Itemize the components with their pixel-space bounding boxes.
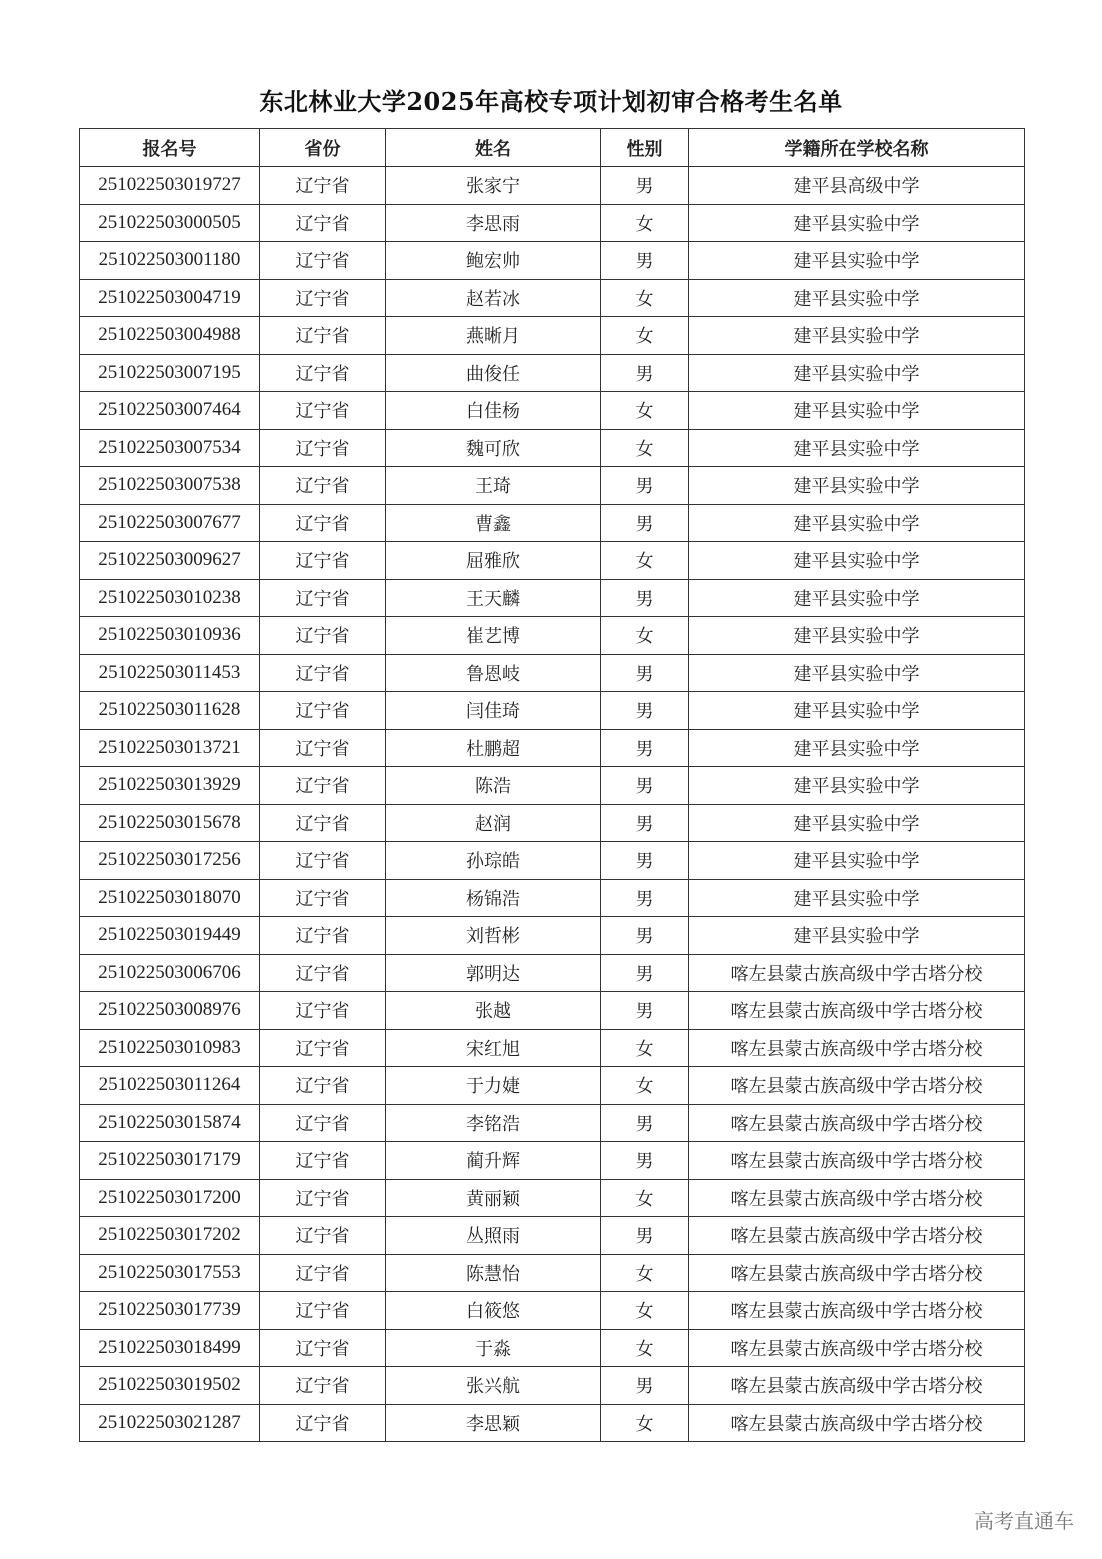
document-title: 东北林业大学2025年高校专项计划初审合格考生名单 bbox=[259, 87, 843, 116]
cell-registration-number: 251022503001180 bbox=[80, 242, 260, 280]
cell-gender: 女 bbox=[601, 429, 689, 467]
cell-gender: 男 bbox=[601, 992, 689, 1030]
cell-province: 辽宁省 bbox=[260, 729, 386, 767]
cell-registration-number: 251022503007538 bbox=[80, 467, 260, 505]
table-row bbox=[80, 842, 1025, 880]
cell-gender: 男 bbox=[601, 467, 689, 505]
cell-province: 辽宁省 bbox=[260, 917, 386, 955]
table-row bbox=[80, 767, 1025, 805]
column-header-school: 学籍所在学校名称 bbox=[689, 129, 1025, 167]
table-row bbox=[80, 654, 1025, 692]
cell-gender: 女 bbox=[601, 1179, 689, 1217]
cell-province: 辽宁省 bbox=[260, 879, 386, 917]
cell-school: 喀左县蒙古族高级中学古塔分校 bbox=[689, 1142, 1025, 1180]
cell-province: 辽宁省 bbox=[260, 242, 386, 280]
table-row bbox=[80, 1142, 1025, 1180]
table-row bbox=[80, 992, 1025, 1030]
cell-province: 辽宁省 bbox=[260, 504, 386, 542]
cell-name: 闫佳琦 bbox=[386, 692, 601, 730]
table-row bbox=[80, 1104, 1025, 1142]
cell-gender: 男 bbox=[601, 1142, 689, 1180]
cell-school: 建平县实验中学 bbox=[689, 729, 1025, 767]
cell-registration-number: 251022503010983 bbox=[80, 1029, 260, 1067]
cell-registration-number: 251022503018070 bbox=[80, 879, 260, 917]
cell-school: 建平县实验中学 bbox=[689, 317, 1025, 355]
cell-registration-number: 251022503021287 bbox=[80, 1404, 260, 1442]
cell-gender: 女 bbox=[601, 1404, 689, 1442]
cell-name: 崔艺博 bbox=[386, 617, 601, 655]
cell-gender: 女 bbox=[601, 317, 689, 355]
cell-registration-number: 251022503013929 bbox=[80, 767, 260, 805]
cell-province: 辽宁省 bbox=[260, 467, 386, 505]
cell-name: 李思颖 bbox=[386, 1404, 601, 1442]
column-header-province: 省份 bbox=[260, 129, 386, 167]
table-row bbox=[80, 242, 1025, 280]
cell-registration-number: 251022503017200 bbox=[80, 1179, 260, 1217]
cell-name: 赵润 bbox=[386, 804, 601, 842]
cell-registration-number: 251022503004719 bbox=[80, 279, 260, 317]
cell-registration-number: 251022503019502 bbox=[80, 1367, 260, 1405]
cell-registration-number: 251022503011453 bbox=[80, 654, 260, 692]
cell-name: 张家宁 bbox=[386, 167, 601, 205]
cell-name: 丛照雨 bbox=[386, 1217, 601, 1255]
cell-school: 建平县实验中学 bbox=[689, 579, 1025, 617]
cell-name: 白筱悠 bbox=[386, 1292, 601, 1330]
cell-registration-number: 251022503018499 bbox=[80, 1329, 260, 1367]
table-header-row bbox=[80, 129, 1025, 167]
cell-name: 燕晰月 bbox=[386, 317, 601, 355]
table-row bbox=[80, 692, 1025, 730]
cell-registration-number: 251022503004988 bbox=[80, 317, 260, 355]
cell-registration-number: 251022503007464 bbox=[80, 392, 260, 430]
cell-gender: 男 bbox=[601, 1367, 689, 1405]
cell-province: 辽宁省 bbox=[260, 654, 386, 692]
cell-province: 辽宁省 bbox=[260, 204, 386, 242]
cell-name: 黄丽颖 bbox=[386, 1179, 601, 1217]
cell-province: 辽宁省 bbox=[260, 317, 386, 355]
table-row bbox=[80, 1179, 1025, 1217]
table-row bbox=[80, 354, 1025, 392]
cell-registration-number: 251022503019727 bbox=[80, 167, 260, 205]
table-row bbox=[80, 279, 1025, 317]
cell-gender: 男 bbox=[601, 1104, 689, 1142]
cell-registration-number: 251022503007534 bbox=[80, 429, 260, 467]
cell-school: 喀左县蒙古族高级中学古塔分校 bbox=[689, 1329, 1025, 1367]
cell-province: 辽宁省 bbox=[260, 842, 386, 880]
column-header-name: 姓名 bbox=[386, 129, 601, 167]
cell-province: 辽宁省 bbox=[260, 992, 386, 1030]
cell-gender: 女 bbox=[601, 1067, 689, 1105]
cell-gender: 男 bbox=[601, 692, 689, 730]
table-row bbox=[80, 1329, 1025, 1367]
table-row bbox=[80, 729, 1025, 767]
cell-gender: 男 bbox=[601, 954, 689, 992]
cell-registration-number: 251022503017739 bbox=[80, 1292, 260, 1330]
cell-name: 陈慧怡 bbox=[386, 1254, 601, 1292]
cell-name: 魏可欣 bbox=[386, 429, 601, 467]
table-row bbox=[80, 1067, 1025, 1105]
cell-registration-number: 251022503006706 bbox=[80, 954, 260, 992]
table-row bbox=[80, 617, 1025, 655]
cell-name: 李铭浩 bbox=[386, 1104, 601, 1142]
cell-province: 辽宁省 bbox=[260, 579, 386, 617]
cell-province: 辽宁省 bbox=[260, 767, 386, 805]
cell-gender: 女 bbox=[601, 1292, 689, 1330]
cell-name: 于力婕 bbox=[386, 1067, 601, 1105]
cell-registration-number: 251022503019449 bbox=[80, 917, 260, 955]
cell-province: 辽宁省 bbox=[260, 279, 386, 317]
cell-name: 鲍宏帅 bbox=[386, 242, 601, 280]
cell-gender: 男 bbox=[601, 1217, 689, 1255]
cell-registration-number: 251022503017202 bbox=[80, 1217, 260, 1255]
cell-registration-number: 251022503008976 bbox=[80, 992, 260, 1030]
cell-province: 辽宁省 bbox=[260, 1217, 386, 1255]
cell-name: 曹鑫 bbox=[386, 504, 601, 542]
cell-gender: 女 bbox=[601, 542, 689, 580]
cell-school: 建平县实验中学 bbox=[689, 842, 1025, 880]
cell-gender: 男 bbox=[601, 917, 689, 955]
cell-school: 建平县实验中学 bbox=[689, 542, 1025, 580]
cell-gender: 女 bbox=[601, 279, 689, 317]
table-row bbox=[80, 879, 1025, 917]
cell-school: 建平县实验中学 bbox=[689, 204, 1025, 242]
cell-province: 辽宁省 bbox=[260, 392, 386, 430]
table-row bbox=[80, 317, 1025, 355]
table-row bbox=[80, 804, 1025, 842]
table-row bbox=[80, 392, 1025, 430]
cell-school: 建平县实验中学 bbox=[689, 429, 1025, 467]
cell-school: 建平县实验中学 bbox=[689, 242, 1025, 280]
cell-name: 孙琮皓 bbox=[386, 842, 601, 880]
table-row bbox=[80, 504, 1025, 542]
cell-name: 杜鹏超 bbox=[386, 729, 601, 767]
cell-province: 辽宁省 bbox=[260, 954, 386, 992]
column-header-registration-number: 报名号 bbox=[80, 129, 260, 167]
cell-name: 王琦 bbox=[386, 467, 601, 505]
column-header-gender: 性别 bbox=[601, 129, 689, 167]
cell-school: 喀左县蒙古族高级中学古塔分校 bbox=[689, 1292, 1025, 1330]
cell-registration-number: 251022503011264 bbox=[80, 1067, 260, 1105]
cell-province: 辽宁省 bbox=[260, 1067, 386, 1105]
cell-registration-number: 251022503015874 bbox=[80, 1104, 260, 1142]
cell-gender: 男 bbox=[601, 804, 689, 842]
cell-school: 喀左县蒙古族高级中学古塔分校 bbox=[689, 1404, 1025, 1442]
cell-school: 建平县实验中学 bbox=[689, 879, 1025, 917]
cell-school: 喀左县蒙古族高级中学古塔分校 bbox=[689, 954, 1025, 992]
table-row bbox=[80, 1367, 1025, 1405]
cell-name: 张兴航 bbox=[386, 1367, 601, 1405]
cell-name: 曲俊任 bbox=[386, 354, 601, 392]
cell-school: 喀左县蒙古族高级中学古塔分校 bbox=[689, 1067, 1025, 1105]
cell-school: 喀左县蒙古族高级中学古塔分校 bbox=[689, 1179, 1025, 1217]
cell-province: 辽宁省 bbox=[260, 617, 386, 655]
cell-registration-number: 251022503010936 bbox=[80, 617, 260, 655]
cell-name: 杨锦浩 bbox=[386, 879, 601, 917]
cell-registration-number: 251022503017179 bbox=[80, 1142, 260, 1180]
cell-name: 鲁恩岐 bbox=[386, 654, 601, 692]
cell-name: 蔺升辉 bbox=[386, 1142, 601, 1180]
cell-school: 建平县实验中学 bbox=[689, 617, 1025, 655]
table-row bbox=[80, 1404, 1025, 1442]
cell-gender: 女 bbox=[601, 204, 689, 242]
cell-name: 李思雨 bbox=[386, 204, 601, 242]
candidate-table bbox=[79, 128, 1025, 1442]
cell-gender: 女 bbox=[601, 1329, 689, 1367]
cell-school: 建平县实验中学 bbox=[689, 354, 1025, 392]
cell-school: 喀左县蒙古族高级中学古塔分校 bbox=[689, 1367, 1025, 1405]
cell-school: 建平县实验中学 bbox=[689, 279, 1025, 317]
table-row bbox=[80, 167, 1025, 205]
watermark: 高考直通车 bbox=[974, 1509, 1074, 1533]
cell-school: 建平县高级中学 bbox=[689, 167, 1025, 205]
cell-gender: 男 bbox=[601, 879, 689, 917]
cell-registration-number: 251022503017553 bbox=[80, 1254, 260, 1292]
table-row bbox=[80, 1292, 1025, 1330]
cell-name: 白佳杨 bbox=[386, 392, 601, 430]
cell-gender: 女 bbox=[601, 1254, 689, 1292]
cell-school: 建平县实验中学 bbox=[689, 467, 1025, 505]
cell-school: 喀左县蒙古族高级中学古塔分校 bbox=[689, 1029, 1025, 1067]
cell-registration-number: 251022503007677 bbox=[80, 504, 260, 542]
cell-school: 喀左县蒙古族高级中学古塔分校 bbox=[689, 1104, 1025, 1142]
cell-province: 辽宁省 bbox=[260, 354, 386, 392]
cell-school: 喀左县蒙古族高级中学古塔分校 bbox=[689, 1217, 1025, 1255]
cell-name: 王天麟 bbox=[386, 579, 601, 617]
cell-gender: 男 bbox=[601, 767, 689, 805]
cell-province: 辽宁省 bbox=[260, 1329, 386, 1367]
cell-gender: 女 bbox=[601, 392, 689, 430]
cell-name: 宋红旭 bbox=[386, 1029, 601, 1067]
cell-province: 辽宁省 bbox=[260, 1367, 386, 1405]
cell-name: 陈浩 bbox=[386, 767, 601, 805]
cell-province: 辽宁省 bbox=[260, 1404, 386, 1442]
cell-gender: 男 bbox=[601, 654, 689, 692]
cell-registration-number: 251022503010238 bbox=[80, 579, 260, 617]
cell-province: 辽宁省 bbox=[260, 1029, 386, 1067]
cell-name: 郭明达 bbox=[386, 954, 601, 992]
table-row bbox=[80, 1254, 1025, 1292]
table-row bbox=[80, 542, 1025, 580]
cell-name: 刘哲彬 bbox=[386, 917, 601, 955]
cell-gender: 女 bbox=[601, 617, 689, 655]
cell-school: 建平县实验中学 bbox=[689, 392, 1025, 430]
cell-registration-number: 251022503000505 bbox=[80, 204, 260, 242]
cell-school: 建平县实验中学 bbox=[689, 767, 1025, 805]
table-row bbox=[80, 467, 1025, 505]
cell-province: 辽宁省 bbox=[260, 542, 386, 580]
cell-school: 建平县实验中学 bbox=[689, 504, 1025, 542]
table-row bbox=[80, 204, 1025, 242]
table-row bbox=[80, 954, 1025, 992]
cell-province: 辽宁省 bbox=[260, 1142, 386, 1180]
table-row bbox=[80, 917, 1025, 955]
cell-gender: 男 bbox=[601, 504, 689, 542]
cell-school: 建平县实验中学 bbox=[689, 917, 1025, 955]
cell-province: 辽宁省 bbox=[260, 1292, 386, 1330]
cell-registration-number: 251022503007195 bbox=[80, 354, 260, 392]
cell-name: 于淼 bbox=[386, 1329, 601, 1367]
cell-province: 辽宁省 bbox=[260, 1179, 386, 1217]
cell-registration-number: 251022503017256 bbox=[80, 842, 260, 880]
table-row bbox=[80, 429, 1025, 467]
cell-school: 建平县实验中学 bbox=[689, 692, 1025, 730]
cell-gender: 男 bbox=[601, 354, 689, 392]
cell-province: 辽宁省 bbox=[260, 429, 386, 467]
cell-school: 建平县实验中学 bbox=[689, 654, 1025, 692]
table-row bbox=[80, 579, 1025, 617]
cell-name: 张越 bbox=[386, 992, 601, 1030]
cell-province: 辽宁省 bbox=[260, 1104, 386, 1142]
cell-registration-number: 251022503013721 bbox=[80, 729, 260, 767]
table-row bbox=[80, 1029, 1025, 1067]
cell-province: 辽宁省 bbox=[260, 804, 386, 842]
cell-gender: 男 bbox=[601, 842, 689, 880]
cell-gender: 男 bbox=[601, 167, 689, 205]
cell-province: 辽宁省 bbox=[260, 167, 386, 205]
cell-gender: 女 bbox=[601, 1029, 689, 1067]
cell-province: 辽宁省 bbox=[260, 1254, 386, 1292]
cell-name: 赵若冰 bbox=[386, 279, 601, 317]
cell-registration-number: 251022503009627 bbox=[80, 542, 260, 580]
cell-gender: 男 bbox=[601, 579, 689, 617]
cell-school: 喀左县蒙古族高级中学古塔分校 bbox=[689, 1254, 1025, 1292]
cell-name: 屈雅欣 bbox=[386, 542, 601, 580]
table-body bbox=[80, 167, 1025, 1442]
table-row bbox=[80, 1217, 1025, 1255]
cell-gender: 男 bbox=[601, 242, 689, 280]
cell-gender: 男 bbox=[601, 729, 689, 767]
cell-registration-number: 251022503015678 bbox=[80, 804, 260, 842]
cell-registration-number: 251022503011628 bbox=[80, 692, 260, 730]
cell-school: 建平县实验中学 bbox=[689, 804, 1025, 842]
cell-province: 辽宁省 bbox=[260, 692, 386, 730]
cell-school: 喀左县蒙古族高级中学古塔分校 bbox=[689, 992, 1025, 1030]
